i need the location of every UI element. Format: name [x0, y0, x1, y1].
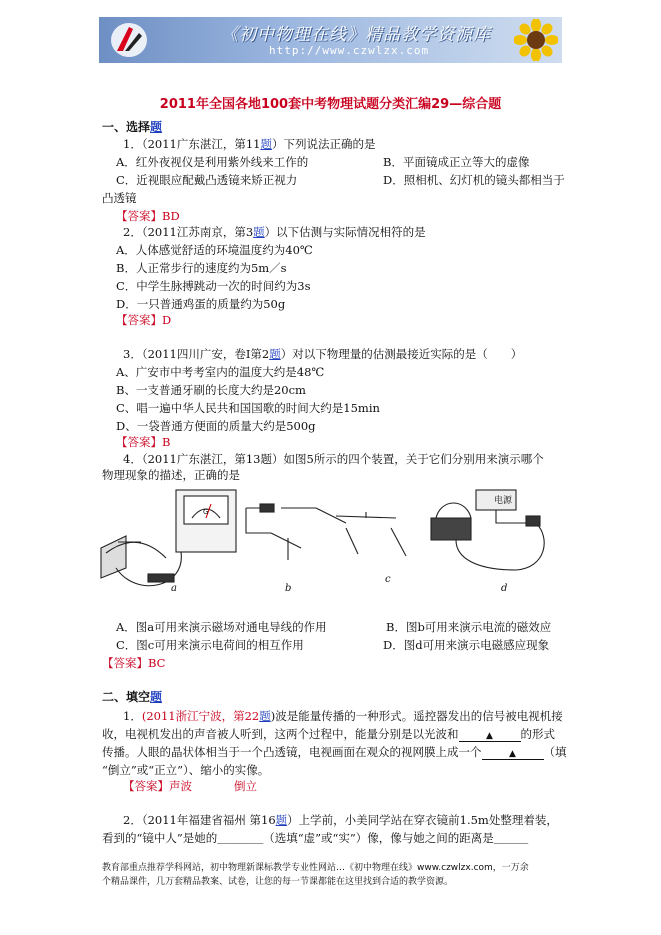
- figure-a: [101, 490, 236, 586]
- question-source: （2011四川广安，卷Ⅰ第2: [141, 347, 270, 361]
- question-number: 1．: [123, 137, 142, 151]
- option-c: C．中学生脉搏跳动一次的时间约为3s: [116, 279, 311, 293]
- question-source: （2011广东湛江，第11: [141, 137, 261, 151]
- option-d: D．一只普通鸡蛋的质量约为50g: [116, 297, 286, 311]
- question-link[interactable]: 题: [259, 709, 271, 723]
- figure-power-label: 电源: [494, 496, 513, 506]
- question-text: 收，电视机发出的声音被人听到，这两个过程中，能量分别是以光波和: [102, 727, 459, 741]
- answer-label: 【答案】: [116, 313, 162, 327]
- question-text: ）上学前，小美同学站在穿衣镜前1.5m处整理着装，: [287, 813, 558, 827]
- option-a: A．红外夜视仪是利用紫外线来工作的: [116, 155, 309, 169]
- document-title: 2011年全国各地100套中考物理试题分类汇编29—综合题: [159, 97, 502, 112]
- figure-label-c: c: [385, 574, 391, 585]
- question-4-stem: [123, 451, 544, 467]
- question-text: ）以下估测与实际情况相符的是: [264, 225, 426, 239]
- answer-value: B: [162, 435, 171, 449]
- answer-line: [102, 655, 165, 671]
- option-a: A．人体感觉舒适的环境温度约为40℃: [116, 243, 313, 257]
- answer-label: 【答案】: [102, 656, 148, 670]
- question-source: (2011浙江宁波，第22: [141, 709, 260, 723]
- section-label: 一、选择: [102, 120, 151, 134]
- answer-blank: [459, 727, 521, 742]
- option-a: A、广安市中考考室内的温度大约是48℃: [116, 365, 325, 379]
- fill-question-1-line3: [102, 744, 567, 760]
- option-b: B．人正常步行的速度约为5m／s: [116, 261, 287, 275]
- question-4-stem-continued: 物理现象的描述，正确的是: [102, 468, 240, 482]
- question-text: )波是能量传播的一种形式。遥控器发出的信号被电视机接: [270, 709, 563, 723]
- answer-value-2: 倒立: [234, 779, 257, 793]
- question-number: 2．: [123, 813, 142, 827]
- question-text: ）下列说法正确的是: [271, 137, 376, 151]
- question-number: 4．: [123, 452, 142, 466]
- question-number: 1．: [123, 709, 142, 723]
- question-link[interactable]: 题: [253, 225, 265, 239]
- answer-blank: [482, 745, 544, 760]
- question-number: 3．: [123, 347, 142, 361]
- blank-marker: ▲: [509, 749, 516, 759]
- option-d: D．图d可用来演示电磁感应现象: [383, 638, 550, 652]
- option-d: D．照相机、幻灯机的镜头都相当于: [383, 173, 565, 187]
- question-1-stem: [123, 136, 375, 152]
- question-text: （2011广东湛江，第13题）如图5所示的四个装置，关于它们分别用来演示哪个: [141, 452, 544, 466]
- question-2-stem: [123, 224, 426, 240]
- option-b: B、一支普通牙刷的长度大约是20cm: [116, 383, 306, 397]
- figure-label-b: b: [285, 583, 292, 594]
- answer-label: 【答案】: [123, 779, 169, 793]
- figure-c: [336, 512, 406, 556]
- answer-value: D: [162, 313, 172, 327]
- fill-question-1-line2: [102, 726, 555, 742]
- banner-url[interactable]: http://www.czwlzx.com: [269, 44, 430, 57]
- question-link[interactable]: 题: [275, 813, 288, 827]
- galvanometer-label: G: [203, 508, 209, 516]
- option-a: A．图a可用来演示磁场对通电导线的作用: [116, 620, 327, 634]
- figure-experiments: [96, 478, 566, 598]
- question-link[interactable]: 题: [269, 347, 281, 361]
- option-d-continued: 凸透镜: [102, 191, 137, 205]
- section-heading-fill: [102, 688, 162, 705]
- fill-question-1-line4: “倒立”或“正立”）、缩小的实像。: [102, 763, 270, 777]
- option-c: C、唱一遍中华人民共和国国歌的时间大约是15min: [116, 401, 380, 415]
- question-number: 2．: [123, 225, 142, 239]
- question-link[interactable]: 题: [260, 137, 272, 151]
- option-d: D、一袋普通方便面的质量大约是500g: [116, 419, 316, 433]
- figure-label-d: d: [501, 583, 508, 594]
- answer-line: [116, 312, 171, 328]
- section-link[interactable]: 题: [150, 690, 163, 704]
- answer-line: [116, 434, 170, 450]
- question-text: ）对以下物理量的估测最接近实际的是（ ）: [280, 347, 523, 361]
- question-source: （2011年福建省福州 第16: [141, 813, 276, 827]
- fill-question-2-line1: [123, 812, 558, 828]
- question-text: 传播。人眼的晶状体相当于一个凸透镜，电视画面在观众的视网膜上成一个: [102, 745, 482, 759]
- footer-line-1: 教育部重点推荐学科网站，初中物理新课标教学专业性网站…《初中物理在线》www.czwlzx.com，一万余: [102, 863, 529, 873]
- answer-label: 【答案】: [116, 209, 162, 223]
- footer-line-2: 个精品课件，几万套精品教案、试卷，让您的每一节课都能在这里找到合适的教学资源。: [102, 877, 454, 887]
- answer-line: [116, 208, 180, 224]
- question-text: 的形式: [520, 727, 555, 741]
- section-label: 二、填空: [102, 690, 151, 704]
- question-text: （填: [543, 745, 567, 759]
- answer-value: 声波: [169, 779, 192, 793]
- fill-question-2-line2: 看到的“镜中人”是她的＿＿＿＿（选填“虚”或“实”）像，像与她之间的距离是＿＿＿: [102, 831, 529, 845]
- question-3-stem: [123, 346, 522, 362]
- option-b: B．图b可用来演示电流的磁效应: [386, 620, 552, 634]
- figure-d: [431, 490, 544, 570]
- section-heading-choice: [102, 118, 162, 135]
- option-c: C．图c可用来演示电荷间的相互作用: [116, 638, 304, 652]
- section-link[interactable]: 题: [150, 120, 163, 134]
- sunflower-icon: [514, 19, 558, 61]
- question-source: （2011江苏南京，第3: [141, 225, 254, 239]
- answer-label: 【答案】: [116, 435, 162, 449]
- answer-line: [123, 778, 257, 794]
- answer-value: BC: [148, 656, 166, 670]
- answer-value: BD: [162, 209, 180, 223]
- site-banner: [99, 17, 562, 63]
- fill-question-1-line1: [123, 708, 563, 724]
- banner-title: 《初中物理在线》精品教学资源库: [221, 25, 491, 45]
- option-b: B．平面镜成正立等大的虚像: [383, 155, 530, 169]
- figure-label-a: a: [171, 583, 177, 594]
- site-logo-icon: [109, 21, 149, 59]
- page-footer: [102, 861, 562, 889]
- option-c: C．近视眼应配戴凸透镜来矫正视力: [116, 173, 298, 187]
- blank-marker: ▲: [486, 731, 493, 741]
- figure-b: [246, 504, 346, 560]
